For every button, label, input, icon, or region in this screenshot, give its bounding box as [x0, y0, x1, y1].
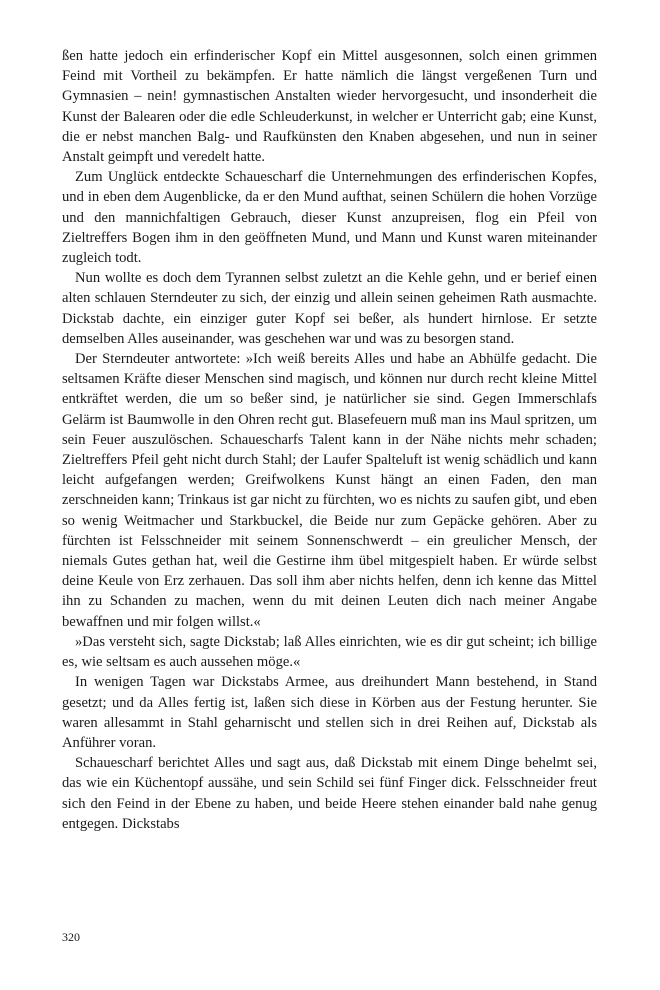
paragraph-7: Schauescharf berichtet Alles und sagt aus, daß Dickstab mit einem Dinge behelmt sei, das wie ein Küchentopf aussähe, und sein Schild sei fünf Finger dick. Felsschneider freut sich den Feind in der Ebene zu haben, und beide Heere stehen einander bald nahe genug entgegen. Dickstabs [62, 755, 597, 832]
paragraph-5: »Das versteht sich, sagte Dickstab; laß Alles einrichten, wie es dir gut scheint; ich billige es, wie seltsam es auch aussehen möge.« [62, 633, 597, 671]
paragraph-2: Zum Unglück entdeckte Schauescharf die Unternehmungen des erfinderischen Kopfes, und in eben dem Augenblicke, da er den Mund aufthat, seinen Schülern die hohen Vorzüge und den mannichfaltigen Gebrauch, dieser Kunst anzupreisen, flog ein Pfeil von Zieltreffers Bogen ihm in den geöffneten Mund, und Mann und Kunst waren miteinander zugleich todt. [62, 169, 597, 267]
paragraph-4: Der Sterndeuter antwortete: »Ich weiß bereits Alles und habe an Abhülfe gedacht. Die seltsamen Kräfte dieser Menschen sind magisch, und können nur durch recht kleine Mittel entkräftet werden, die um so beßer sind, je natürlicher sie sind. Gegen Immerschlafs Gelärm ist Baumwolle in den Ohren recht gut. Blasefeuern muß man ins Maul spritzen, um sein Feuer auszulöschen. Schauescharfs Talent kann in der Nähe nichts mehr schaden; Zieltreffers Pfeil geht nicht durch Stahl; der Laufer Spalteluft ist wenig schädlich und kann leicht aufgefangen werden; Greifwolkens Kunst hängt an einen Faden, den man zerschneiden kann; Trinkaus ist gar nicht zu fürchten, wo es nichts zu saufen gibt, und eben so wenig Weitmacher und Starkbuckel, die Beide nur zum Gepäcke gehören. Aber zu fürchten ist Felsschneider mit seinem Sonnenschwerdt – ein greulicher Mensch, der niemals Gutes gethan hat, weil die Gestirne ihm übel mitgespielt haben. Er würde selbst deine Keule von Erz zerhauen. Das soll ihm aber nichts helfen, denn ich kenne das Mittel ihn zu Schanden zu machen, wenn du mit deinen Leuten dich nach meiner Angabe bewaffnen und mir folgen willst.« [62, 351, 597, 630]
paragraph-1: ßen hatte jedoch ein erfinderischer Kopf ein Mittel ausgesonnen, solch einen grimmen Feind mit Vortheil zu bekämpfen. Er hatte nämlich die längst vergeßenen Turn und Gymnasien – nein! gymnastischen Anstalten wieder hervorgesucht, und insonderheit die Kunst der Balearen oder die edle Schleuderkunst, in welcher er Unterricht gab; eine Kunst, die er nebst manchen Balg- und Raufkünsten den Knaben abgesehen, und nun in seiner Anstalt geimpft und veredelt hatte. [62, 48, 597, 166]
paragraph-3: Nun wollte es doch dem Tyrannen selbst zuletzt an die Kehle gehn, und er berief einen alten schlauen Sterndeuter zu sich, der einzig und allein seinen geheimen Rath ausmachte. Dickstab dachte, ein einziger guter Kopf sei beßer, als hundert hirnlose. Er setzte demselben Alles auseinander, was geschehen war und was zu besorgen stand. [62, 270, 597, 347]
page-number: 320 [62, 930, 80, 944]
page-body [62, 46, 597, 834]
paragraph-6: In wenigen Tagen war Dickstabs Armee, aus dreihundert Mann bestehend, in Stand gesetzt; und da Alles fertig ist, laßen sich diese in Körben aus der Festung herunter. Sie waren allesammt in Stahl geharnischt und stellen sich in drei Reihen auf, Dickstab als Anführer voran. [62, 674, 597, 751]
